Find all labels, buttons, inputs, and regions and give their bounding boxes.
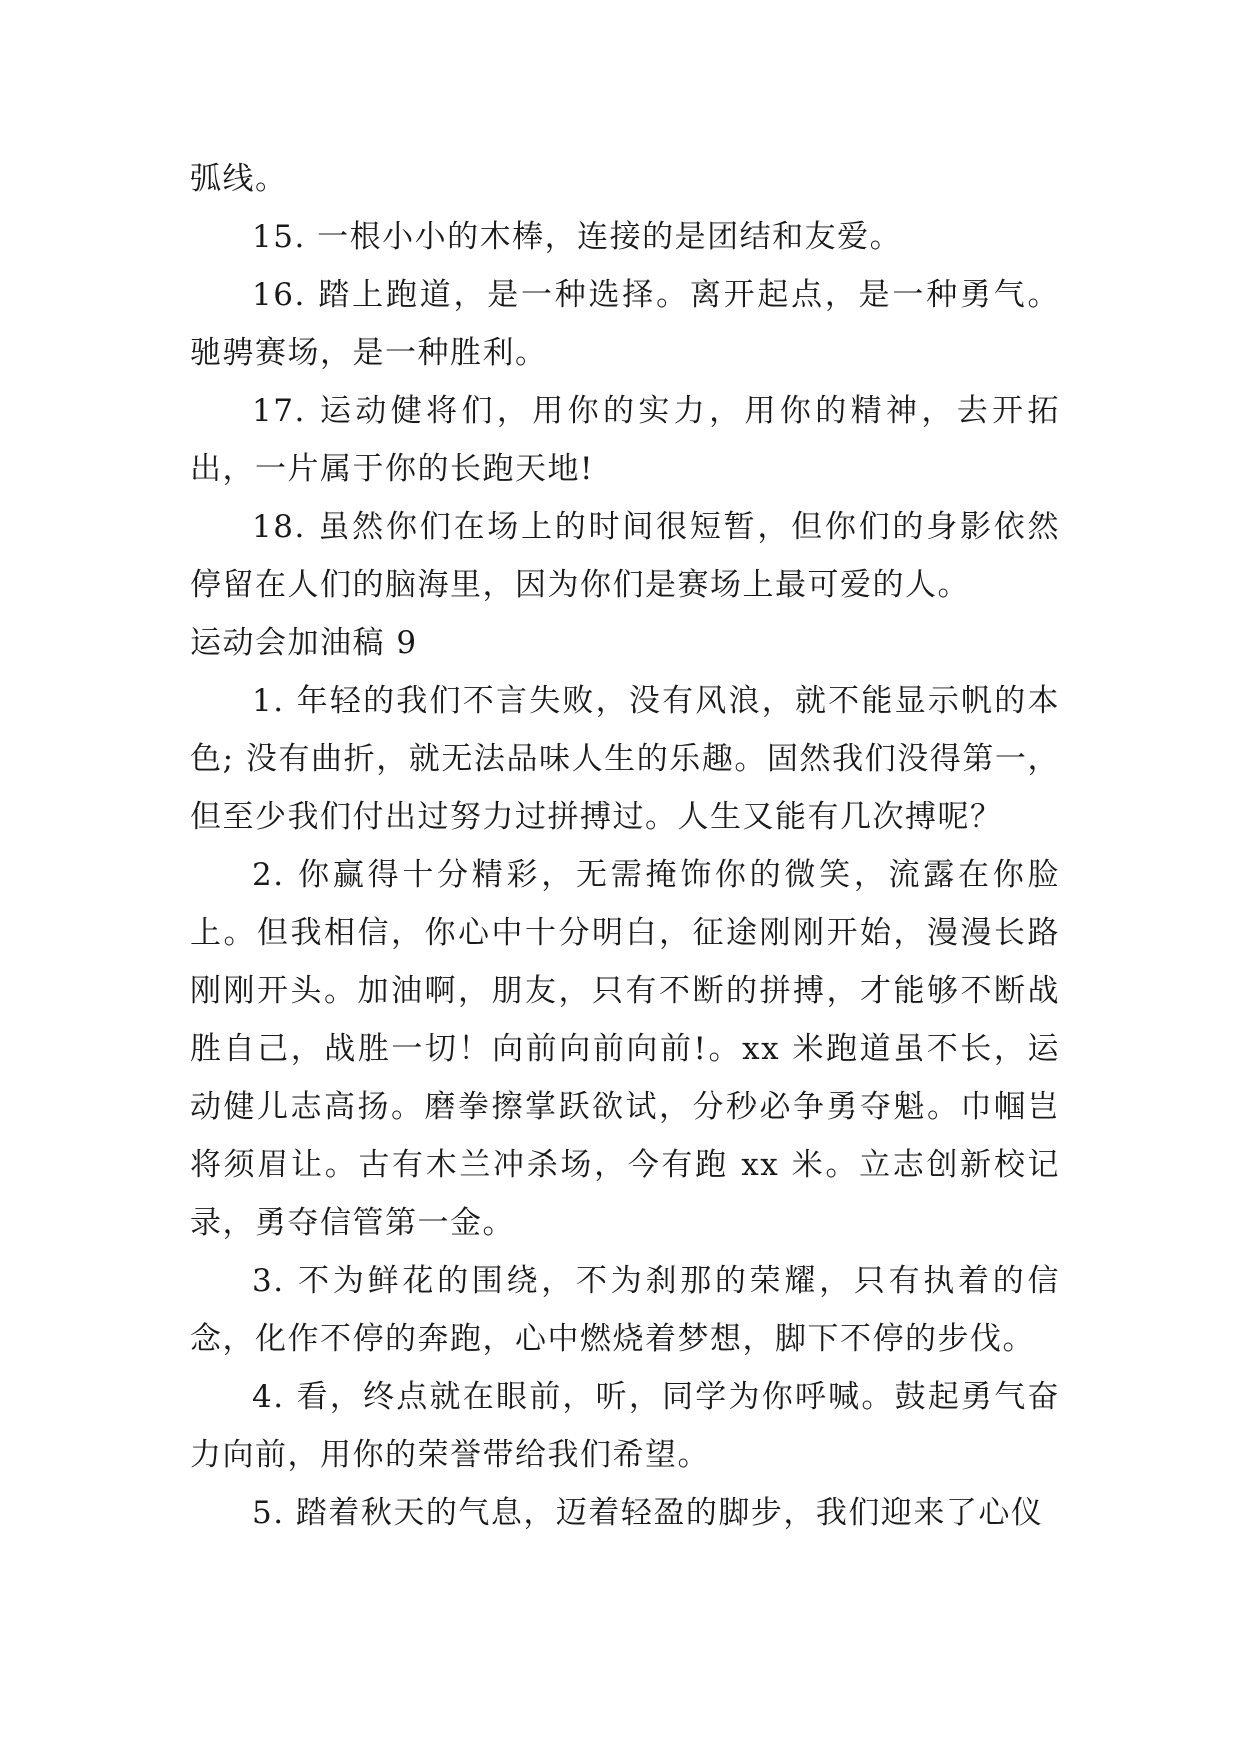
list-item: 4. 看，终点就在眼前，听，同学为你呼喊。鼓起勇气奋力向前，用你的荣誉带给我们希望。 — [190, 1379, 1060, 1473]
list-item: 18. 虽然你们在场上的时间很短暂，但你们的身影依然停留在人们的脑海里，因为你们是赛场上最可爱的人。 — [190, 509, 1060, 603]
list-item: 17. 运动健将们，用你的实力，用你的精神，去开拓出，一片属于你的长跑天地! — [190, 393, 1060, 487]
document-page — [190, 150, 1060, 1542]
list-item: 5. 踏着秋天的气息，迈着轻盈的脚步，我们迎来了心仪 — [252, 1495, 1044, 1531]
list-item: 16. 踏上跑道，是一种选择。离开起点，是一种勇气。驰骋赛场，是一种胜利。 — [190, 277, 1060, 371]
list-item: 15. 一根小小的木棒，连接的是团结和友爱。 — [252, 219, 903, 255]
section-title: 运动会加油稿 9 — [190, 625, 418, 661]
list-item: 2. 你赢得十分精彩，无需掩饰你的微笑，流露在你脸上。但我相信，你心中十分明白，征途刚刚开始，漫漫长路刚刚开头。加油啊，朋友，只有不断的拼搏，才能够不断战胜自己，战胜一切！向前向前向前!。xx 米跑道虽不长，运动健儿志高扬。磨拳擦掌跃欲试，分秒必争勇夺魁。巾帼岂将须眉让。古有木兰冲杀场，今有跑 xx 米。立志创新校记录，勇夺信管第一金。 — [190, 857, 1060, 1241]
continuation-text: 弧线。 — [190, 161, 288, 197]
list-item: 3. 不为鲜花的围绕，不为刹那的荣耀，只有执着的信念，化作不停的奔跑，心中燃烧着梦想，脚下不停的步伐。 — [190, 1263, 1060, 1357]
list-item: 1. 年轻的我们不言失败，没有风浪，就不能显示帆的本色; 没有曲折，就无法品味人生的乐趣。固然我们没得第一，但至少我们付出过努力过拼搏过。人生又能有几次搏呢？ — [190, 683, 1060, 835]
